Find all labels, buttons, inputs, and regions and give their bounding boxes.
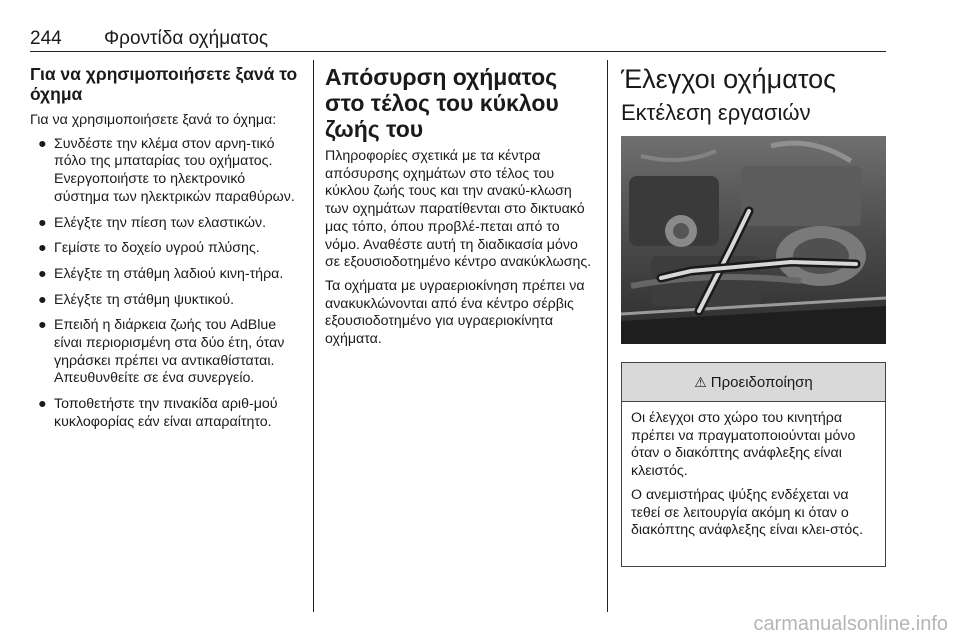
column-reuse-vehicle (30, 64, 300, 440)
list-item: ● Ελέγξτε τη στάθμη λαδιού κινη‐τήρα. (38, 265, 284, 282)
bullet-icon: ● (38, 396, 47, 413)
warning-triangle-icon: ⚠ (694, 373, 707, 390)
bullet-icon: ● (38, 240, 47, 257)
warning-header (622, 363, 885, 402)
section-heading-reuse: Για να χρησιμοποιήσετε ξανά το όχημα (30, 64, 298, 104)
column-divider (607, 60, 608, 612)
list-item: ● Τοποθετήστε την πινακίδα αριθ‐μού κυκλοφορίας εάν είναι απαραίτητο. (38, 396, 278, 430)
engine-bay-illustration (621, 136, 886, 344)
warning-paragraph: Οι έλεγχοι στο χώρο του κινητήρα πρέπει να πραγματοποιούνται μόνο όταν ο διακόπτης ανάφλεξης είναι κλειστός. (631, 410, 856, 480)
reuse-checklist (30, 136, 300, 432)
reuse-intro: Για να χρησιμοποιήσετε ξανά το όχημα: (30, 112, 277, 128)
end-of-life-paragraph: Τα οχήματα με υγραεριοκίνηση πρέπει να ανακυκλώνονται από ένα κέντρο σέρβις εξουσιοδοτημένο για υγραεριοκίνητα οχήματα. (325, 277, 585, 348)
warning-paragraph: Ο ανεμιστήρας ψύξης ενδέχεται να τεθεί σε λειτουργία ακόμη κι όταν ο διακόπτης ανάφλεξης είναι κλει‐στός. (631, 486, 864, 539)
list-item: ● Γεμίστε το δοχείο υγρού πλύσης. (38, 240, 260, 257)
column-vehicle-checks (621, 64, 886, 358)
list-item: ● Συνδέστε την κλέμα στον αρνη‐τικό πόλο της μπαταρίας του οχήματος. Ενεργοποιήστε το ηλεκτρονικό σύστημα των ηλεκτρικών παραθύρων. (38, 135, 295, 205)
end-of-life-paragraph: Πληροφορίες σχετικά με τα κέντρα απόσυρσης οχημάτων στο τέλος του κύκλου ζωής τους και την ανακύ‐κλωση των οχημάτων παρατίθενται στο δικτυακό μας τόπο, όπου προβλέ‐πεται από το νόμο. Αναθέστε αυτή τη διαδικασία μόνο σε εξουσιοδοτημένο κέντρο ανακύκλωσης. (325, 148, 592, 271)
chapter-heading: Έλεγχοι οχήματος (621, 64, 837, 94)
watermark: carmanualsonline.info (753, 613, 948, 635)
bullet-icon: ● (38, 317, 47, 334)
column-end-of-life (325, 64, 595, 355)
warning-box (621, 362, 886, 567)
list-item: ● Επειδή η διάρκεια ζωής του AdBlue είναι περιορισμένη στα δύο έτη, όταν γηράσκει πρέπει να αντικαθίσταται. Απευθυνθείτε σε ένα συνεργείο. (38, 317, 285, 387)
bullet-icon: ● (38, 135, 47, 152)
bullet-icon: ● (38, 265, 47, 282)
warning-title: Προειδοποίηση (710, 373, 813, 391)
section-subheading: Εκτέλεση εργασιών (621, 100, 811, 125)
section-heading-end-of-life: Απόσυρση οχήματος στο τέλος του κύκλου ζωής του (325, 64, 559, 142)
bullet-icon: ● (38, 291, 47, 308)
list-item: ● Ελέγξτε την πίεση των ελαστικών. (38, 214, 267, 231)
header-rule (30, 51, 886, 52)
engine-bay-photo (621, 136, 886, 344)
page-title: Φροντίδα οχήματος (104, 28, 269, 49)
warning-body (622, 402, 885, 540)
bullet-icon: ● (38, 214, 47, 231)
page-number: 244 (30, 28, 62, 49)
list-item: ● Ελέγξτε τη στάθμη ψυκτικού. (38, 291, 235, 308)
column-divider (313, 60, 314, 612)
